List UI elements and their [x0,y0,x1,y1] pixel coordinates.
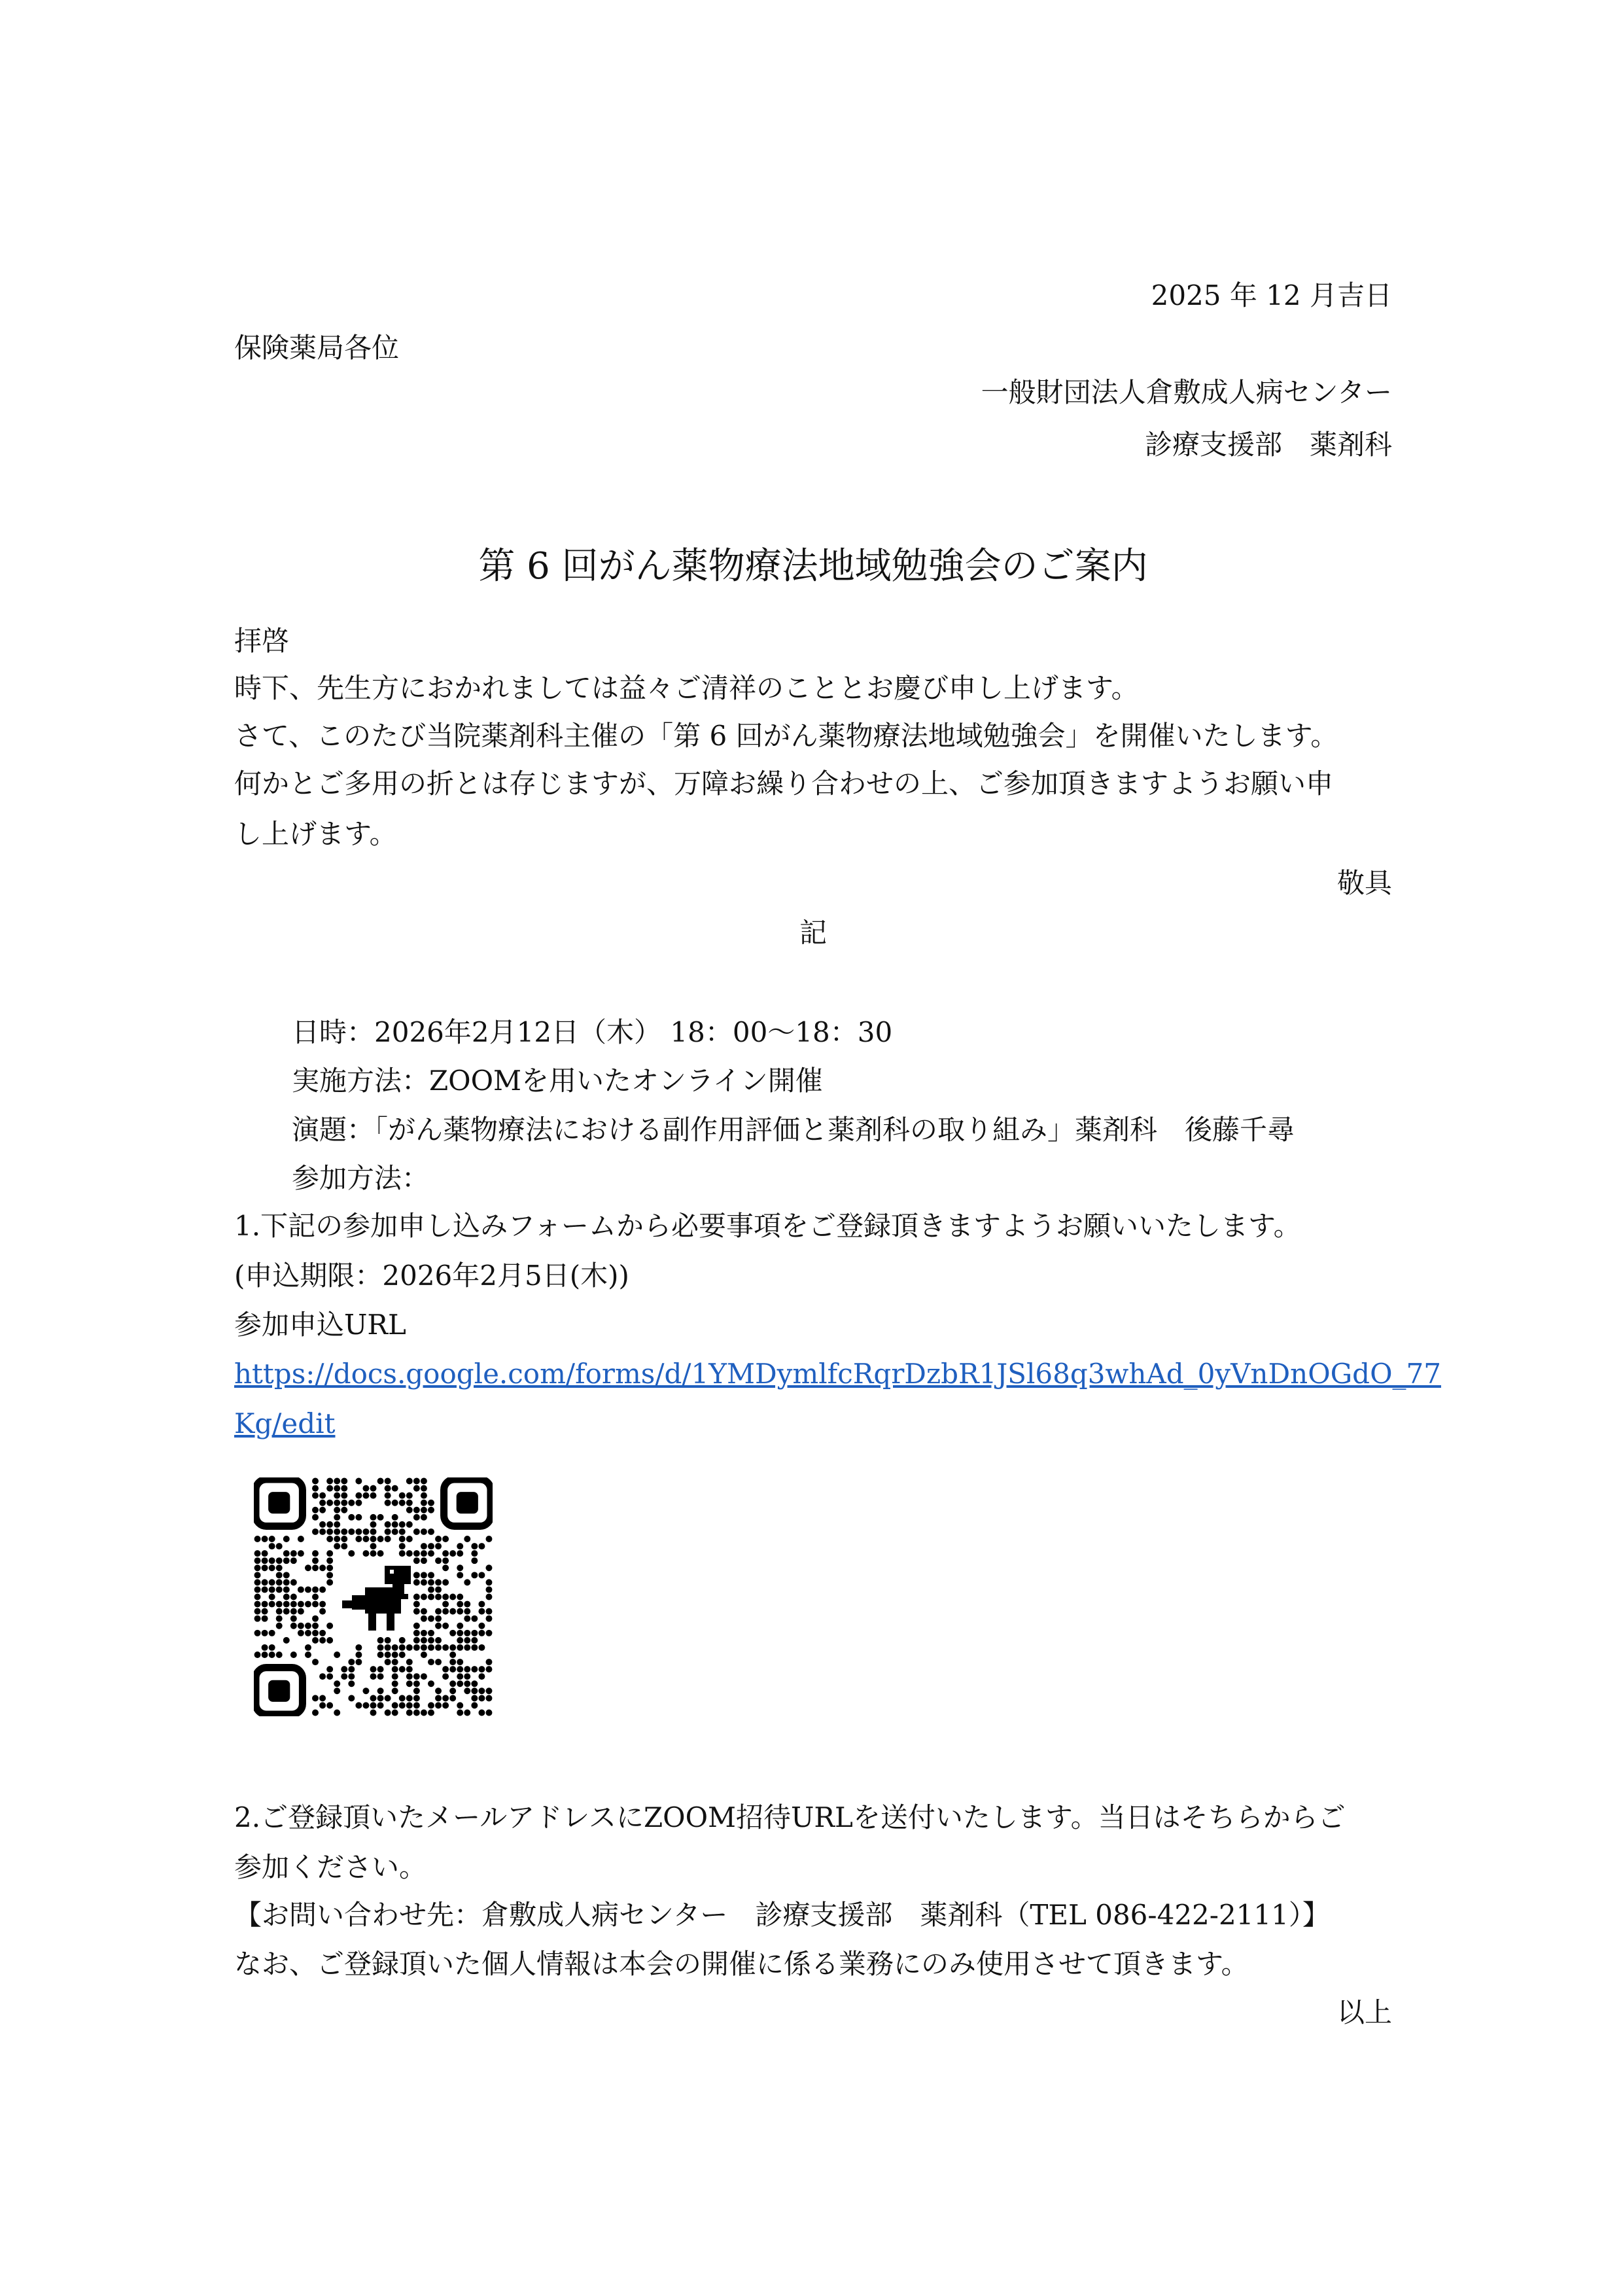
end-mark: 以上 [1336,1996,1392,2028]
sender-organization: 一般財団法人倉敷成人病センター [981,376,1392,408]
registration-url-line-2[interactable]: Kg/edit [234,1407,336,1439]
registration-link[interactable] [234,1354,1441,1394]
join-method-label: 参加方法： [292,1162,430,1194]
registration-link-continued[interactable] [234,1404,1392,1443]
event-topic: 演題：「がん薬物療法における副作用評価と薬剤科の取り組み」薬剤科 後藤千尋 [292,1114,1295,1146]
document-date: 2025 年 12 月吉日 [1151,279,1392,311]
qr-code-icon [254,1477,493,1716]
closing: 敬具 [1336,867,1392,899]
dinosaur-icon [342,1566,411,1631]
event-datetime: 日時：2026年2月12日（木） 18：00〜18：30 [292,1016,893,1048]
deadline: (申込期限：2026年2月5日(木)) [234,1260,629,1292]
greeting: 拝啓 [234,625,290,657]
body-paragraph-3b: し上げます。 [234,818,397,850]
body-paragraph-2: さて、このたび当院薬剤科主催の「第 6 回がん薬物療法地域勉強会」を開催いたします。 [234,720,1338,752]
recipient: 保険薬局各位 [234,332,400,364]
ki-heading: 記 [799,917,827,949]
privacy-note: なお、ご登録頂いた個人情報は本会の開催に係る業務にのみ使用させて頂きます。 [234,1948,1249,1980]
body-paragraph-3a: 何かとご多用の折とは存じますが、万障お繰り合わせの上、ご参加頂きますようお願い申 [234,768,1334,800]
event-method: 実施方法：ZOOMを用いたオンライン開催 [292,1065,823,1097]
step-2a: 2.ご登録頂いたメールアドレスにZOOM招待URLを送付いたします。当日はそちらからご [234,1801,1346,1833]
step-2b: 参加ください。 [234,1851,427,1883]
sender-department: 診療支援部 薬剤科 [1144,429,1392,461]
page-title: 第 6 回がん薬物療法地域勉強会のご案内 [478,545,1148,588]
body-paragraph-1: 時下、先生方におかれましては益々ご清祥のこととお慶び申し上げます。 [234,672,1139,704]
registration-url-line-1[interactable]: https://docs.google.com/forms/d/1YMDymlfcRqrDzbR1JSl68q3whAd_0yVnDnOGdO_77 [234,1358,1441,1390]
step-1: 1.下記の参加申し込みフォームから必要事項をご登録頂きますようお願いいたします。 [234,1210,1301,1242]
contact-info: 【お問い合わせ先：倉敷成人病センター 診療支援部 薬剤科（TEL 086-422-2111）】 [234,1899,1330,1931]
url-label: 参加申込URL [234,1309,406,1341]
